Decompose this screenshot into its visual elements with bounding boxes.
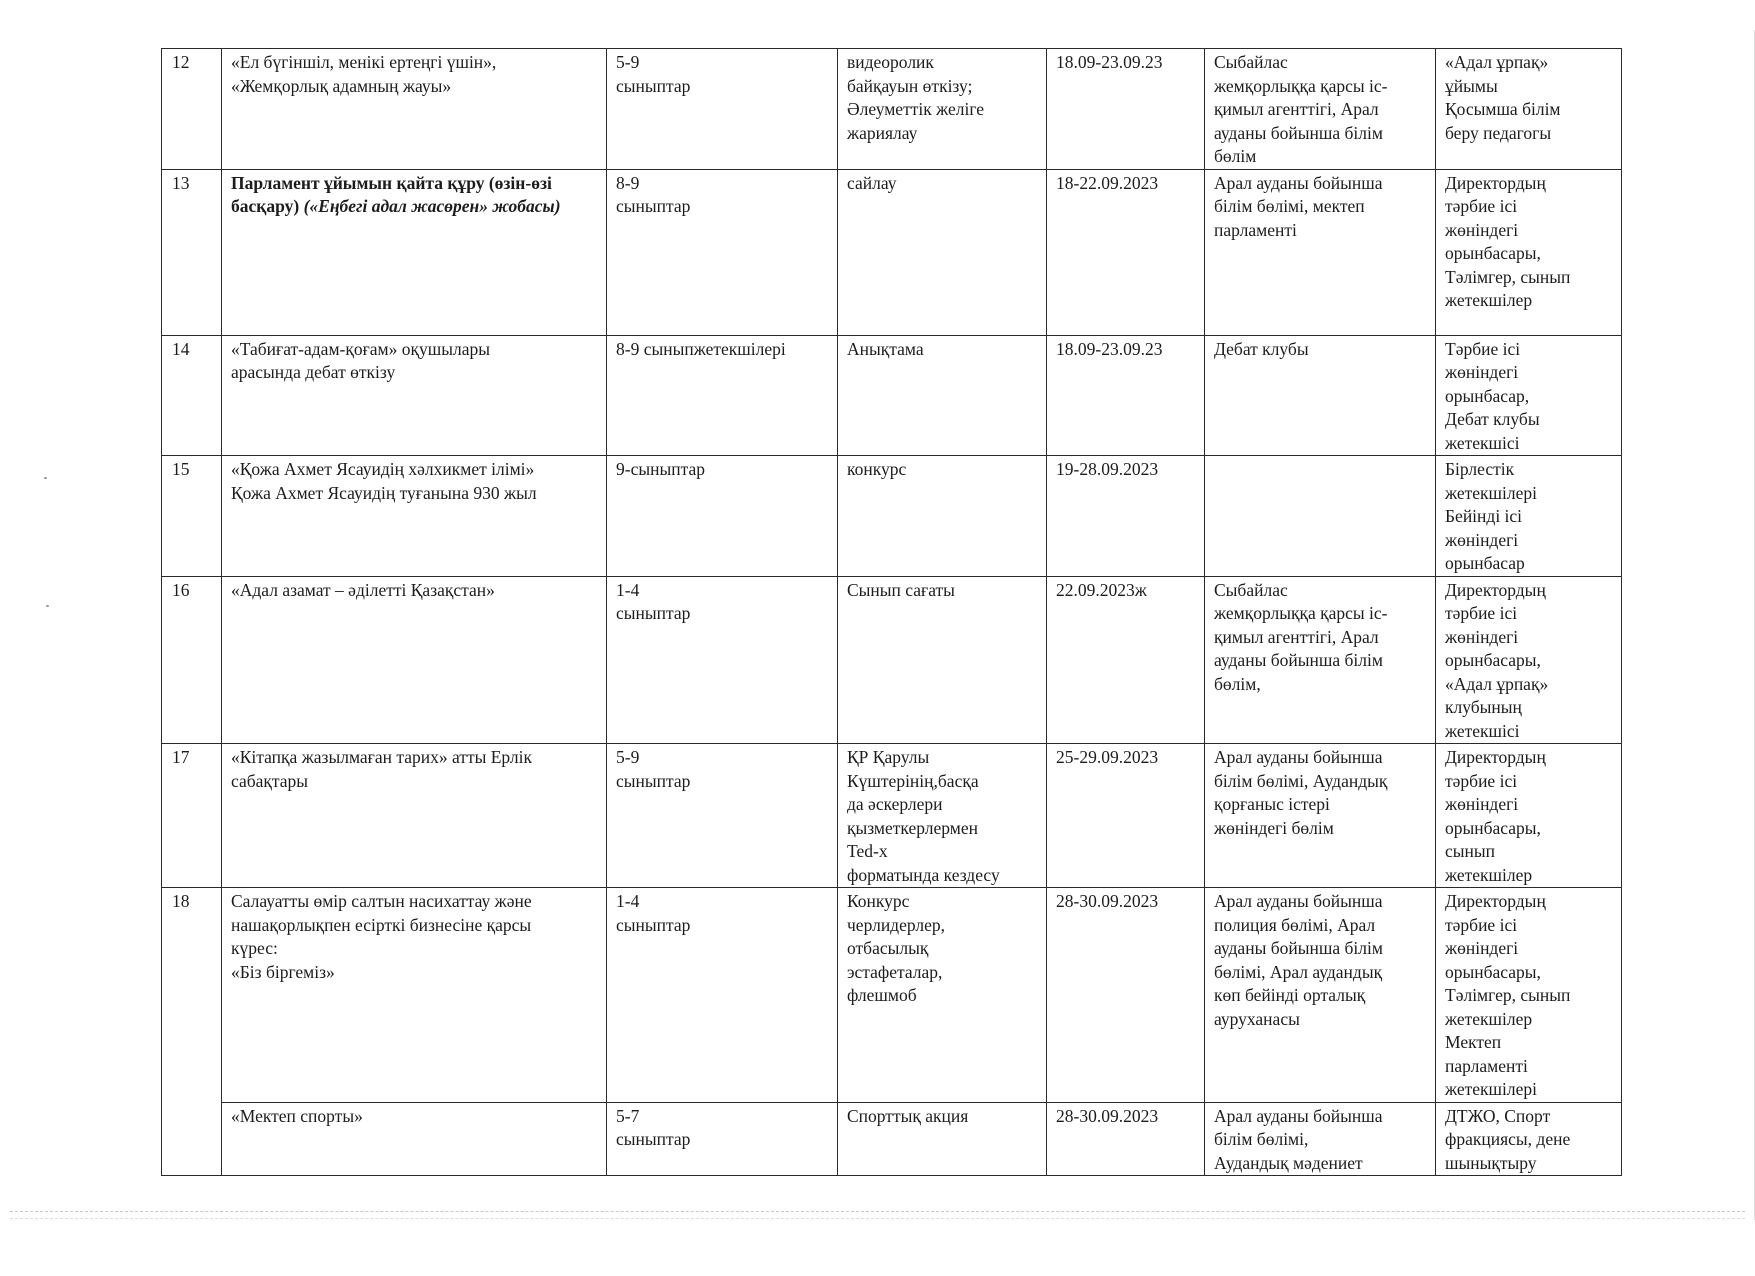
event-title: «Мектеп спорты» [222,1102,607,1176]
row-number: 12 [162,49,222,170]
partner-organizations: Сыбайлас жемқорлыққа қарсы іс- қимыл агенттігі, Арал ауданы бойынша білім бөлім [1205,49,1436,170]
event-title-bold: Парламент ұйымын қайта құру (өзін-өзі басқару) [231,172,552,216]
scan-artifact-line [10,1211,1745,1212]
activity-plan-table [161,48,1622,1176]
responsible-persons: Бірлестік жетекшілері Бейінді ісі жөніндегі орынбасар [1436,456,1622,577]
event-format: Конкурс черлидерлер, отбасылық эстафеталар, флешмоб [838,888,1047,1103]
table-row [162,335,1622,456]
event-format: Спорттық акция [838,1102,1047,1176]
event-date: 28-30.09.2023 [1047,1102,1205,1176]
event-date: 19-28.09.2023 [1047,456,1205,577]
responsible-persons: Директордың тәрбие ісі жөніндегі орынбасары, Тәлімгер, сынып жетекшілер [1436,169,1622,335]
event-date: 18.09-23.09.23 [1047,49,1205,170]
event-title [222,169,607,335]
responsible-persons: Директордың тәрбие ісі жөніндегі орынбасары, Тәлімгер, сынып жетекшілер Мектеп парламенті жетекшілері [1436,888,1622,1103]
partner-organizations [1205,456,1436,577]
scan-artifact-line [10,1218,1745,1219]
row-number: 17 [162,744,222,888]
partner-organizations: Арал ауданы бойынша білім бөлімі, мектеп парламенті [1205,169,1436,335]
event-title: «Адал азамат – әділетті Қазақстан» [222,576,607,744]
target-classes: 5-9 сыныптар [607,744,838,888]
table-row [162,49,1622,170]
row-number: 16 [162,576,222,744]
event-title: «Ел бүгіншіл, менікі ертеңгі үшін», «Жемқорлық адамның жауы» [222,49,607,170]
row-number: 14 [162,335,222,456]
event-format: ҚР Қарулы Күштерінің,басқа да әскерлери қызметкерлермен Ted-x форматында кездесу [838,744,1047,888]
responsible-persons: Директордың тәрбие ісі жөніндегі орынбасары, сынып жетекшілер [1436,744,1622,888]
event-title: Салауатты өмір салтын насихаттау және нашақорлықпен есірткі бизнесіне қарсы күрес: «Біз біргеміз» [222,888,607,1103]
event-title: «Табиғат-адам-қоғам» оқушылары арасында дебат өткізу [222,335,607,456]
table-row [162,169,1622,335]
target-classes: 8-9 сыныптар [607,169,838,335]
row-number: 18 [162,888,222,1176]
event-format: сайлау [838,169,1047,335]
responsible-persons: ДТЖО, Спорт фракциясы, дене шынықтыру [1436,1102,1622,1176]
event-title: «Кітапқа жазылмаған тарих» атты Ерлік сабақтары [222,744,607,888]
partner-organizations: Арал ауданы бойынша полиция бөлімі, Арал ауданы бойынша білім бөлімі, Арал аудандық көп бейінді орталық ауруханасы [1205,888,1436,1103]
event-date: 18-22.09.2023 [1047,169,1205,335]
event-format: видеоролик байқауын өткізу; Әлеуметтік желіге жариялау [838,49,1047,170]
target-classes: 1-4 сыныптар [607,888,838,1103]
partner-organizations: Арал ауданы бойынша білім бөлімі, Аудандық қорғаныс істері жөніндегі бөлім [1205,744,1436,888]
partner-organizations: Арал ауданы бойынша білім бөлімі, Аудандық мәдениет [1205,1102,1436,1176]
target-classes: 5-7 сыныптар [607,1102,838,1176]
event-date: 22.09.2023ж [1047,576,1205,744]
partner-organizations: Дебат клубы [1205,335,1436,456]
scan-speck [44,477,47,479]
target-classes: 1-4 сыныптар [607,576,838,744]
event-date: 25-29.09.2023 [1047,744,1205,888]
scan-speck [46,605,49,607]
row-number: 13 [162,169,222,335]
event-title: «Қожа Ахмет Ясауидің хәлхикмет ілімі» Қожа Ахмет Ясауидің туғанына 930 жыл [222,456,607,577]
table-row [162,744,1622,888]
event-format: Анықтама [838,335,1047,456]
partner-organizations: Сыбайлас жемқорлыққа қарсы іс- қимыл агенттігі, Арал ауданы бойынша білім бөлім, [1205,576,1436,744]
table-row [162,456,1622,577]
target-classes: 5-9 сыныптар [607,49,838,170]
target-classes: 8-9 сыныпжетекшілері [607,335,838,456]
table-row [162,576,1622,744]
event-format: Сынып сағаты [838,576,1047,744]
event-date: 18.09-23.09.23 [1047,335,1205,456]
table-row [162,1102,1622,1176]
event-date: 28-30.09.2023 [1047,888,1205,1103]
event-format: конкурс [838,456,1047,577]
responsible-persons: «Адал ұрпақ» ұйымы Қосымша білім беру педагогы [1436,49,1622,170]
responsible-persons: Директордың тәрбие ісі жөніндегі орынбасары, «Адал ұрпақ» клубының жетекшісі [1436,576,1622,744]
row-number: 15 [162,456,222,577]
table-row [162,888,1622,1103]
responsible-persons: Тәрбие ісі жөніндегі орынбасар, Дебат клубы жетекшісі [1436,335,1622,456]
target-classes: 9-сыныптар [607,456,838,577]
event-title-italic: («Еңбегі адал жасөрен» жобасы) [303,196,561,216]
